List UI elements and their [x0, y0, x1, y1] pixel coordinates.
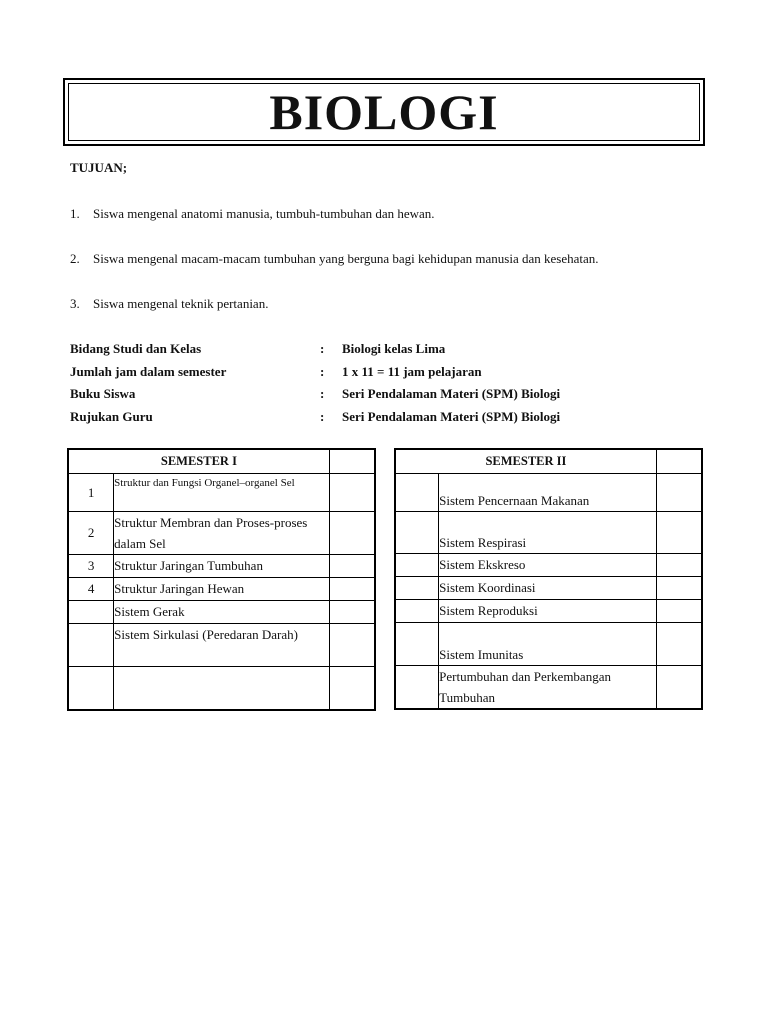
table-row	[395, 600, 702, 623]
info-value: 1 x 11 = 11 jam pelajaran	[342, 363, 482, 379]
objective-item	[70, 296, 268, 312]
table-row	[68, 474, 375, 512]
topic-cell: Pertumbuhan dan Perkembangan Tumbuhan	[439, 666, 657, 710]
topic-cell: Struktur Membran dan Proses-proses dalam Sel	[114, 512, 330, 555]
topic-cell: Sistem Reproduksi	[439, 600, 657, 623]
info-row	[70, 409, 690, 432]
empty-cell	[656, 554, 702, 577]
empty-cell	[329, 555, 375, 578]
title-inner-frame	[68, 83, 700, 141]
info-row	[70, 364, 690, 387]
objective-item	[70, 251, 599, 267]
semester-1-table	[67, 448, 376, 711]
table-row	[395, 474, 702, 512]
row-number	[395, 474, 439, 512]
info-label: Jumlah jam dalam semester	[70, 363, 227, 379]
empty-cell	[656, 600, 702, 623]
topic-cell: Sistem Gerak	[114, 601, 330, 624]
empty-cell	[656, 512, 702, 554]
empty-cell	[656, 474, 702, 512]
header-empty-cell	[656, 449, 702, 474]
empty-cell	[329, 601, 375, 624]
semester-1-header: SEMESTER I	[68, 449, 329, 474]
objective-text: Siswa mengenal macam-macam tumbuhan yang berguna bagi kehidupan manusia dan kesehatan.	[93, 251, 599, 266]
row-number	[395, 666, 439, 710]
info-colon: :	[320, 341, 325, 356]
table-row	[395, 666, 702, 710]
info-row	[70, 341, 690, 364]
table-row	[68, 601, 375, 624]
row-number	[395, 623, 439, 666]
objective-number: 2.	[70, 251, 80, 266]
empty-cell	[329, 624, 375, 667]
topic-cell: Struktur dan Fungsi Organel–organel Sel	[114, 474, 330, 512]
row-number: 3	[68, 555, 114, 578]
table-header-row	[68, 449, 375, 474]
objective-number: 1.	[70, 206, 80, 221]
header-empty-cell	[329, 449, 375, 474]
info-colon: :	[320, 363, 325, 379]
topic-cell	[114, 667, 330, 710]
info-colon: :	[320, 408, 325, 424]
page-title: BIOLOGI	[269, 84, 499, 140]
empty-cell	[656, 577, 702, 600]
row-number	[395, 577, 439, 600]
table-row	[395, 577, 702, 600]
objectives-heading: TUJUAN;	[70, 160, 128, 175]
empty-cell	[329, 667, 375, 710]
table-row	[68, 624, 375, 667]
topic-cell: Struktur Jaringan Tumbuhan	[114, 555, 330, 578]
info-value: Seri Pendalaman Materi (SPM) Biologi	[342, 408, 561, 424]
table-row	[395, 623, 702, 666]
topic-cell: Sistem Imunitas	[439, 623, 657, 666]
table-row	[395, 512, 702, 554]
topic-cell: Sistem Pencernaan Makanan	[439, 474, 657, 512]
row-number	[68, 601, 114, 624]
objective-number: 3.	[70, 296, 80, 311]
objective-text: Siswa mengenal anatomi manusia, tumbuh-tumbuhan dan hewan.	[93, 206, 435, 221]
semester-2-header: SEMESTER II	[395, 449, 656, 474]
info-value: Seri Pendalaman Materi (SPM) Biologi	[342, 386, 561, 402]
table-row	[395, 554, 702, 577]
row-number	[395, 600, 439, 623]
row-number: 4	[68, 578, 114, 601]
topic-cell: Sistem Koordinasi	[439, 577, 657, 600]
empty-cell	[656, 623, 702, 666]
topic-cell: Sistem Ekskreso	[439, 554, 657, 577]
empty-cell	[329, 578, 375, 601]
empty-cell	[329, 512, 375, 555]
info-row	[70, 386, 690, 409]
topic-cell: Sistem Sirkulasi (Peredaran Darah)	[114, 624, 330, 667]
info-colon: :	[320, 386, 325, 402]
empty-cell	[656, 666, 702, 710]
info-label: Buku Siswa	[70, 386, 136, 402]
course-info	[70, 341, 690, 431]
info-label: Rujukan Guru	[70, 408, 153, 424]
table-row	[68, 667, 375, 710]
row-number: 2	[68, 512, 114, 555]
info-label: Bidang Studi dan Kelas	[70, 341, 202, 356]
row-number	[395, 512, 439, 554]
topic-cell: Sistem Respirasi	[439, 512, 657, 554]
row-number	[395, 554, 439, 577]
info-value: Biologi kelas Lima	[342, 341, 446, 356]
row-number	[68, 624, 114, 667]
table-row	[68, 555, 375, 578]
table-header-row	[395, 449, 702, 474]
topic-cell: Struktur Jaringan Hewan	[114, 578, 330, 601]
table-row	[68, 512, 375, 555]
row-number: 1	[68, 474, 114, 512]
row-number	[68, 667, 114, 710]
objective-item	[70, 206, 435, 222]
objective-text: Siswa mengenal teknik pertanian.	[93, 296, 269, 311]
empty-cell	[329, 474, 375, 512]
semester-2-table	[394, 448, 703, 710]
table-row	[68, 578, 375, 601]
title-box	[63, 78, 705, 146]
